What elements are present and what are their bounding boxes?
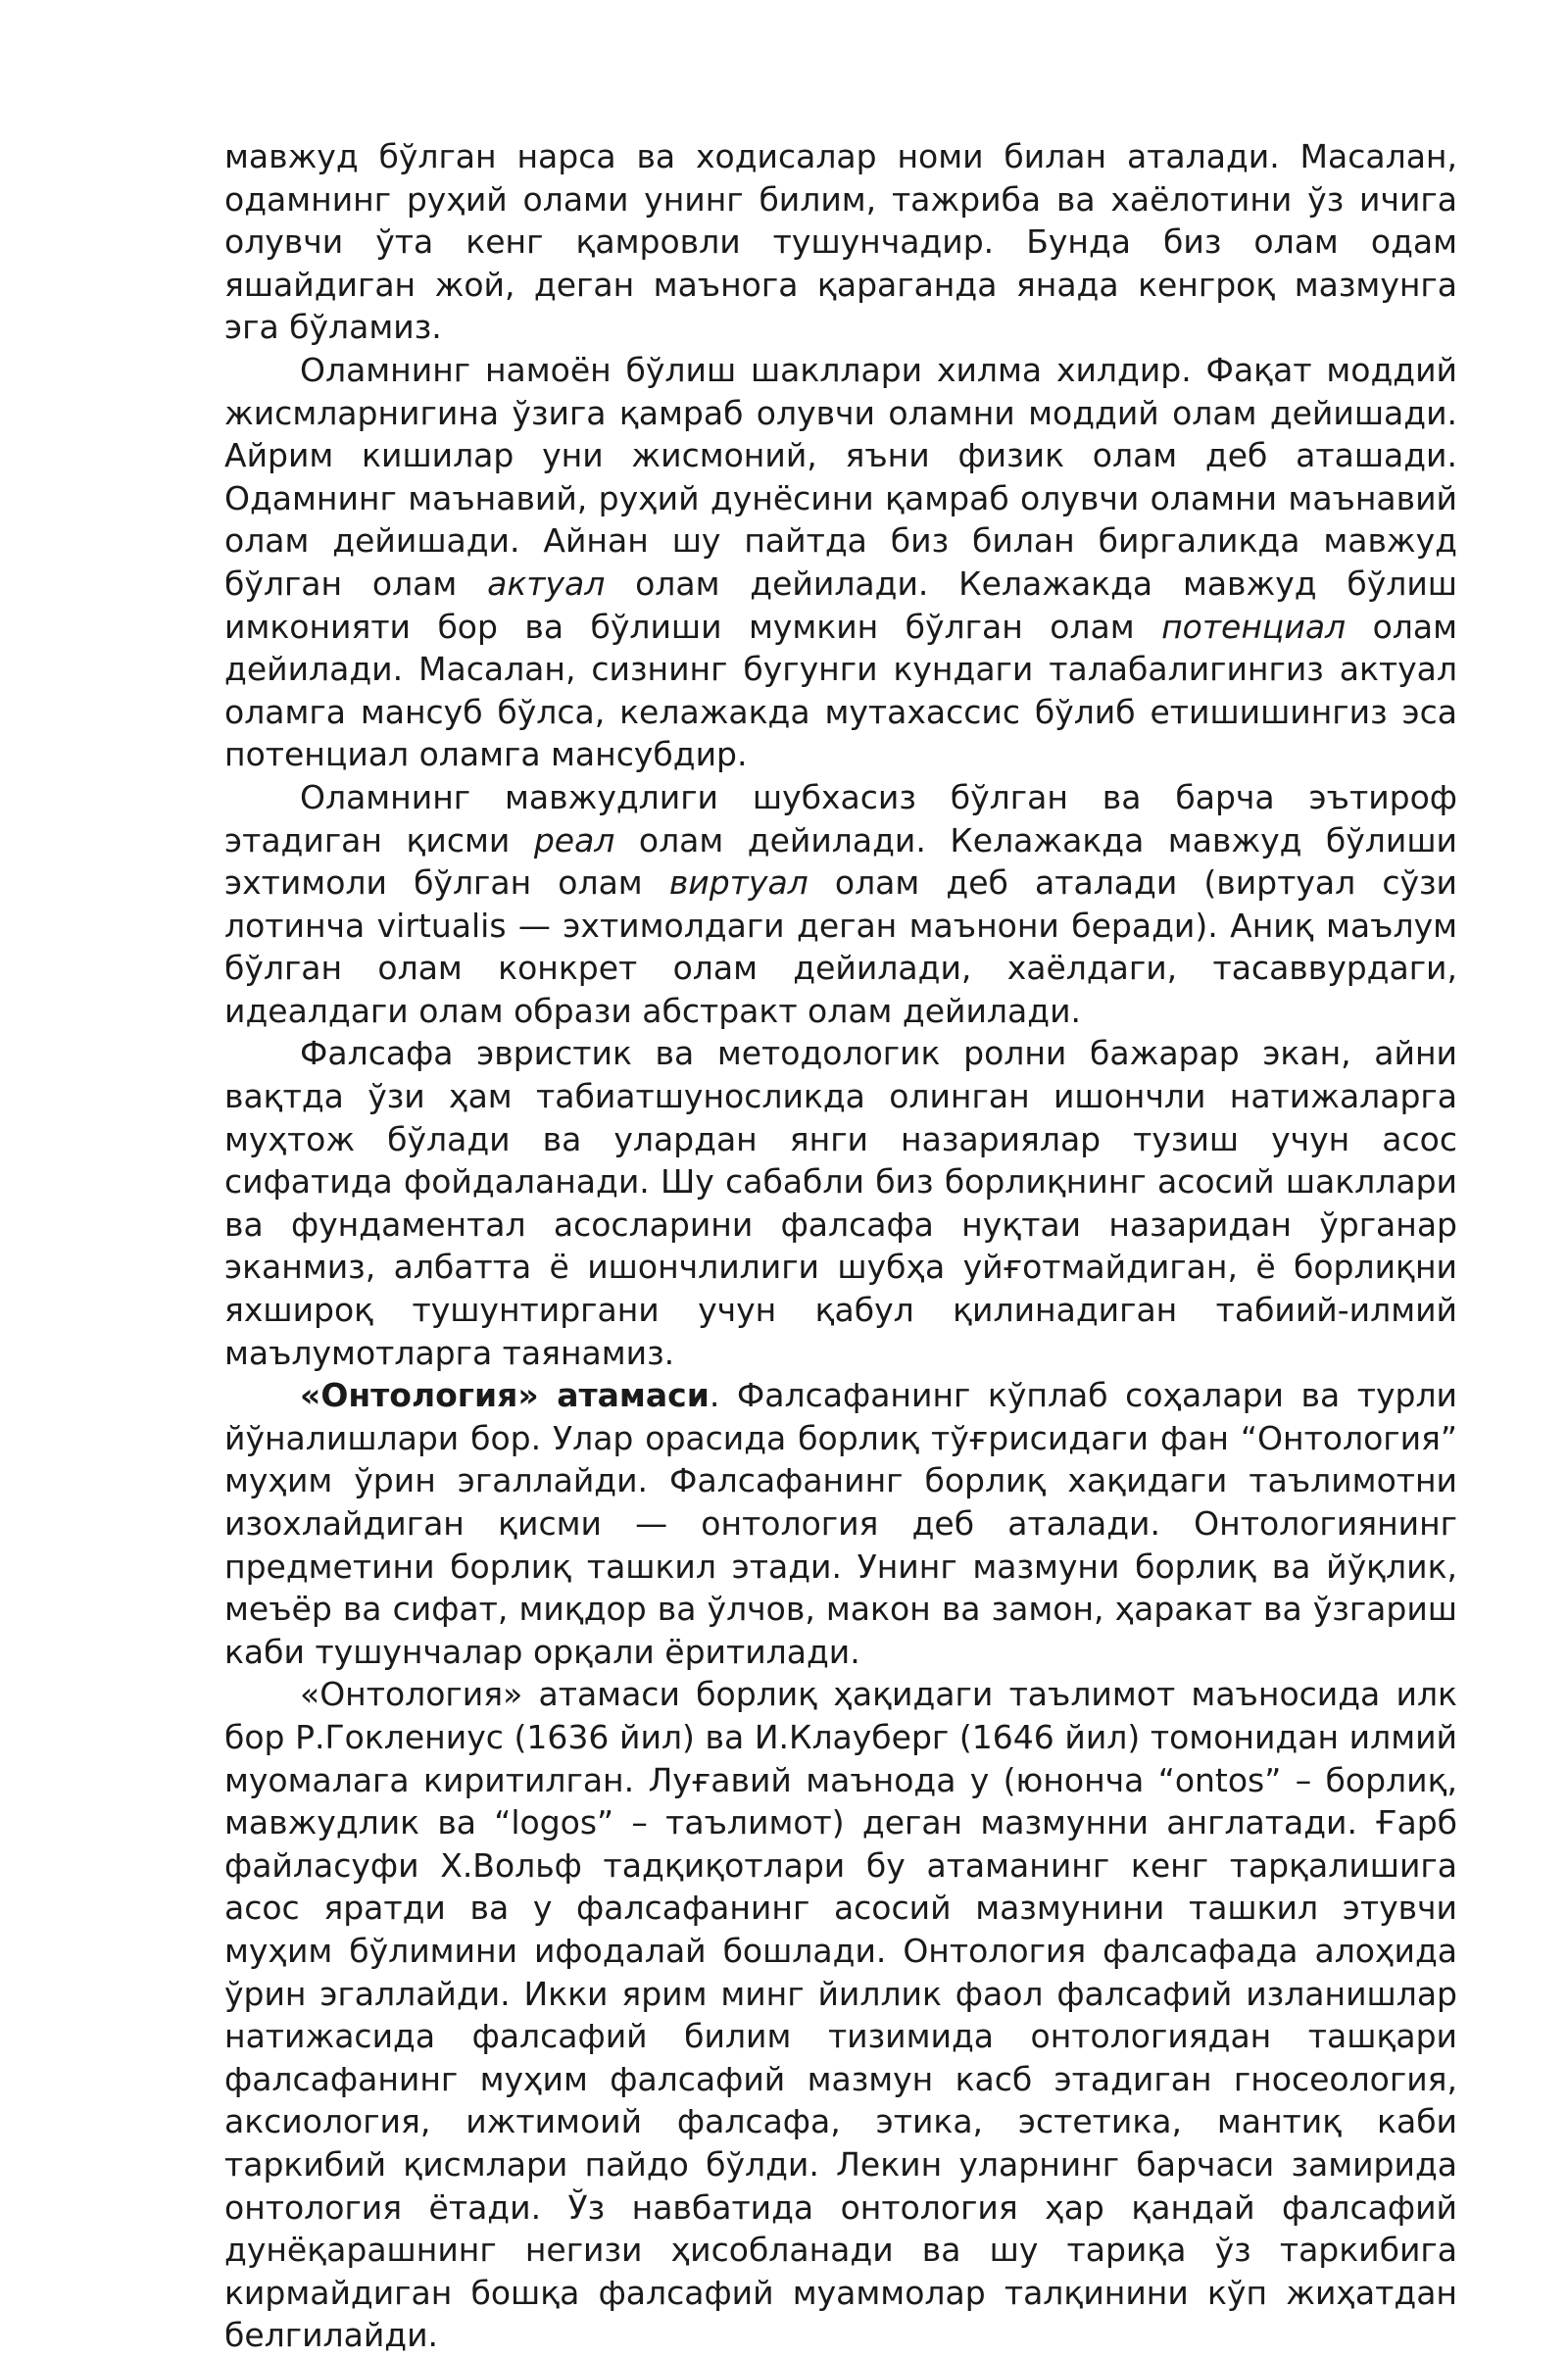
paragraph-philosophy-method — [224, 1032, 1457, 1374]
paragraph-ontology-history — [224, 1673, 1457, 2357]
term-real: реал — [533, 820, 615, 859]
section-heading-ontology: «Онтология» атамаси — [300, 1376, 710, 1415]
text-run: Оламнинг намоён бўлиш шакллари хилма хилдир. Фақат моддий жисмларнигина ўзига қамраб олувчи оламни моддий олам дейишади. Айрим кишилар уни жисмоний, яъни физик олам деб аташади. Одамнинг маънавий, руҳий дунёсини қамраб олувчи оламни маънавий олам дейишади. Айнан шу пайтда биз билан биргаликда мавжуд бўлган олам — [224, 350, 1457, 603]
document-page — [224, 135, 1457, 2357]
paragraph-world-forms — [224, 349, 1457, 776]
text-run: мавжуд бўлган нарса ва ходисалар номи билан аталади. Масалан, одамнинг руҳий олами унинг билим, тажриба ва хаёлотини ўз ичига олувчи ўта кенг қамровли тушунчадир. Бунда биз олам одам яшайдиган жой, деган маънога қараганда янада кенгроқ мазмунга эга бўламиз. — [224, 137, 1457, 347]
text-run: Оламнинг мавжудлиги шубхасиз бўлган ва барча эътироф этадиган қисми — [224, 777, 1457, 859]
text-run: . Фалсафанинг кўплаб соҳалари ва турли йўналишлари бор. Улар орасида борлиқ тўғрисидаги фан “Онтология” муҳим ўрин эгаллайди. Фалсафанинг борлиқ хақидаги таълимотни изохлайдиган қисми — онтология деб аталади. Онтологиянинг предметини борлиқ ташкил этади. Унинг мазмуни борлиқ ва йўқлик, меъёр ва сифат, миқдор ва ўлчов, макон ва замон, ҳаракат ва ўзгариш каби тушунчалар орқали ёритилади. — [224, 1376, 1457, 1671]
text-run: олам дейилади. Келажакда мавжуд бўлиш имконияти бор ва бўлиши мумкин бўлган олам — [224, 564, 1457, 646]
term-actual: актуал — [487, 564, 606, 603]
term-virtual: виртуал — [668, 863, 808, 903]
text-run: олам дейилади. Келажакда мавжуд бўлиши эхтимоли бўлган олам — [224, 820, 1457, 903]
text-run: Фалсафа эвристик ва методологик ролни бажарар экан, айни вақтда ўзи ҳам табиатшуносликда олинган ишончли натижаларга муҳтож бўлади ва улардан янги назариялар тузиш учун асос сифатида фойдаланади. Шу сабабли биз борлиқнинг асосий шакллари ва фундаментал асосларини фалсафа нуқтаи назаридан ўрганар эканмиз, албатта ё ишончлилиги шубҳа уйғотмайдиган, ё борлиқни яхшироқ тушунтиргани учун қабул қилинадиган табиий-илмий маълумотларга таянамиз. — [224, 1034, 1457, 1372]
text-run: олам деб аталади (виртуал сўзи лотинча virtualis — эхтимолдаги деган маънони беради). Аниқ маълум бўлган олам конкрет олам дейилади, хаёлдаги, тасаввурдаги, идеалдаги олам образи абстракт олам дейилади. — [224, 863, 1457, 1030]
text-run: «Онтология» атамаси борлиқ ҳақидаги таълимот маъносида илк бор Р.Гоклениус (1636 йил) ва И.Клауберг (1646 йил) томонидан илмий муомалага киритилган. Луғавий маънода у (юнонча “ontos” – борлиқ, мавжудлик ва “logos” – таълимот) деган мазмунни англатади. Ғарб файласуфи Х.Вольф тадқиқотлари бу атаманинг кенг тарқалишига асос яратди ва у фалсафанинг асосий мазмунини ташкил этувчи муҳим бўлимини ифодалай бошлади. Онтология фалсафада алоҳида ўрин эгаллайди. Икки ярим минг йиллик фаол фалсафий изланишлар натижасида фалсафий билим тизимида онтологиядан ташқари фалсафанинг муҳим фалсафий мазмун касб этадиган гносеология, аксиология, ижтимоий фалсафа, этика, эстетика, мантиқ каби таркибий қисмлари пайдо бўлди. Лекин уларнинг барчаси замирида онтология ётади. Ўз навбатида онтология ҳар қандай фалсафий дунёқарашнинг негизи ҳисобланади ва шу тариқа ўз таркибига кирмайдиган бошқа фалсафий муаммолар талқинини кўп жиҳатдан белгилайди. — [224, 1675, 1457, 2355]
paragraph-intro-continuation — [224, 135, 1457, 349]
paragraph-real-virtual — [224, 776, 1457, 1033]
paragraph-ontology-term — [224, 1374, 1457, 1673]
text-run: олам дейилади. Масалан, сизнинг бугунги кундаги талабалигингиз актуал оламга мансуб бўлса, келажакда мутахассис бўлиб етишишингиз эса потенциал оламга мансубдир. — [224, 607, 1457, 774]
term-potential: потенциал — [1161, 607, 1347, 646]
